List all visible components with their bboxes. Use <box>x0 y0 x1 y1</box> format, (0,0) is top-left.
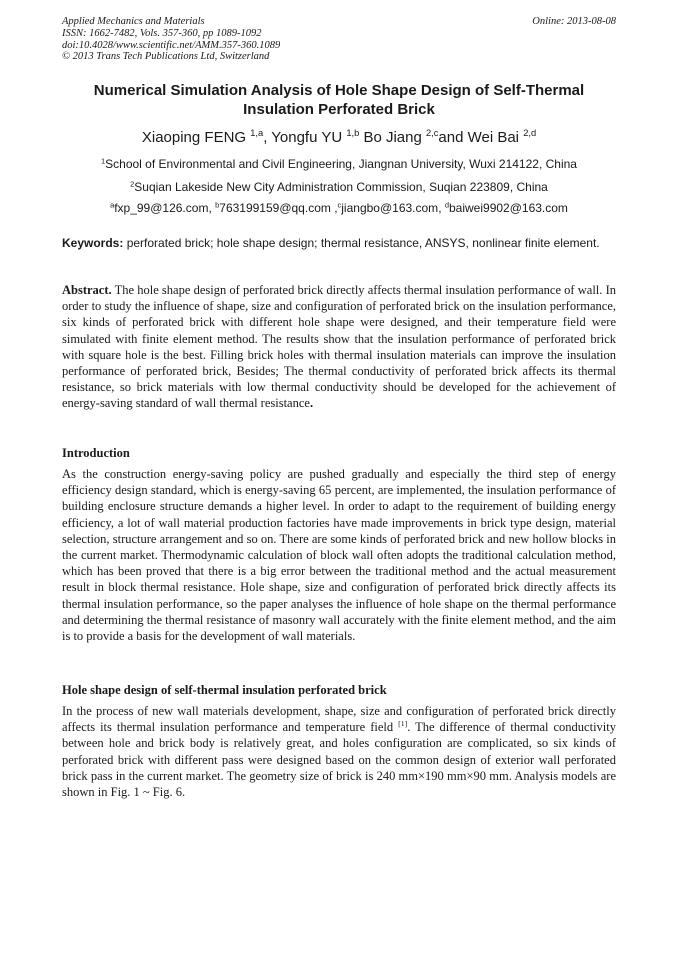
affiliation-text: Suqian Lakeside New City Administration Commission, Suqian 223809, China <box>134 180 548 194</box>
abstract <box>62 282 616 412</box>
introduction-paragraph: As the construction energy-saving policy are pushed gradually and especially the third step of energy efficiency design standard, which is energy-saving 65 percent, are implemented, the insulation performance of building enclosure structure demands a higher level. In order to adapt to the requirement of building energy efficiency, a lot of wall material production factories have made improvements in brick type design, material selection, structure arrangement and so on. There are some kinds of perforated brick and new hollow blocks in the current market. Thermodynamic calculation of block wall often adopts the traditional calculation method, which has been proved that there is a big error between the traditional method and the actual measurement result in block thermal resistance. Hole shape, size and configuration of perforated brick directly affects its thermal insulation performance, so the paper analyses the influence of hole shape on the thermal performance and determining the thermal resistance of masonry wall accurately with the finite element method, and the aim is to provide a basis for the development of wall materials. <box>62 467 616 644</box>
paper-title: Numerical Simulation Analysis of Hole Shape Design of Self-Thermal Insulation Perforated Brick <box>93 82 585 118</box>
affiliation-2 <box>62 180 616 195</box>
keywords <box>62 236 616 252</box>
hole-design-text: . The difference of thermal conductivity between hole and brick body is relatively great, and holes configuration are complicated, so six kinds of perforated brick with different pass were designed based on the common design of exterior wall perforated brick pass in the current market. The geometry size of brick is 240 mm×190 mm×90 mm. Analysis models are shown in Fig. 1 ~ Fig. 6. <box>62 720 617 800</box>
journal-header <box>62 16 280 63</box>
author-name: Bo Jiang <box>363 129 422 146</box>
citation-ref[interactable]: [1] <box>398 719 408 729</box>
issn-line: ISSN: 1662-7482, Vols. 357-360, pp 1089-1092 <box>62 27 262 39</box>
email-mark: b <box>215 200 220 210</box>
copyright-line: © 2013 Trans Tech Publications Ltd, Switzerland <box>62 51 270 63</box>
online-date: Online: 2013-08-08 <box>532 16 616 27</box>
author-name: Xiaoping FENG <box>141 129 247 146</box>
keywords-label: Keywords: <box>62 236 124 250</box>
email-list: $^a$fxp_99@126.com, $^b$763199159@qq.com ,$^c$jiangbo@163.com, $^d$baiwei9902@163.com <box>110 200 568 215</box>
abstract-label: Abstract. <box>62 283 112 297</box>
email-mark: d <box>444 200 449 210</box>
author-name: Yongfu YU <box>271 129 343 146</box>
hole-design-text: In the process of new wall materials development, shape, size and configuration of perforated brick directly affects its thermal insulation performance and temperature field <box>62 704 616 735</box>
introduction-heading: Introduction <box>62 446 130 460</box>
email-mark: c <box>337 200 342 210</box>
author-list: Xiaoping FENG $^{1,a}$, Yongfu YU $^{1,b}$ Bo Jiang $^{2,c}$and Wei Bai $^{2,d}$ <box>141 128 537 146</box>
affiliation-text: School of Environmental and Civil Engineering, Jiangnan University, Wuxi 214122, China <box>105 157 577 171</box>
keywords-text: perforated brick; hole shape design; thermal resistance, ANSYS, nonlinear finite element. <box>126 236 600 250</box>
abstract-end: . <box>309 396 314 411</box>
author-name: Wei Bai <box>467 129 520 146</box>
author-affil-mark: 2,d <box>523 128 537 139</box>
email-address[interactable]: 763199159@qq.com <box>219 201 331 215</box>
email-mark: a <box>110 200 115 210</box>
email-address[interactable]: jiangbo@163.com <box>341 201 439 215</box>
doi-line: doi:10.4028/www.scientific.net/AMM.357-360.1089 <box>62 39 281 51</box>
email-address[interactable]: baiwei9902@163.com <box>449 201 568 215</box>
author-affil-mark: 1,b <box>346 128 360 139</box>
affiliation-1 <box>62 157 616 172</box>
affiliation-mark: 1 <box>101 156 106 166</box>
author-affil-mark: 1,a <box>250 128 264 139</box>
hole-design-paragraph <box>62 703 616 800</box>
affiliation-mark: 2 <box>130 179 135 189</box>
journal-name: Applied Mechanics and Materials <box>62 16 205 27</box>
author-affil-mark: 2,c <box>426 128 439 139</box>
email-address[interactable]: fxp_99@126.com <box>114 201 209 215</box>
abstract-text: The hole shape design of perforated brick directly affects thermal insulation performance of wall. In order to study the influence of shape, size and configuration of perforated brick on the insulation performance, six kinds of perforated brick with different hole shape were designed, and their temperature field were simulated with finite element method. The results show that the insulation performance of perforated brick with square hole is the best. Filling brick holes with thermal insulation materials can improve the insulation performance of perforated brick, Besides; The thermal conductivity of perforated brick affects its thermal resistance, so brick materials with low thermal conductivity should be developed for the achievement of energy-saving standard of wall thermal resistance <box>62 283 616 411</box>
hole-design-heading: Hole shape design of self-thermal insulation perforated brick <box>62 683 387 697</box>
